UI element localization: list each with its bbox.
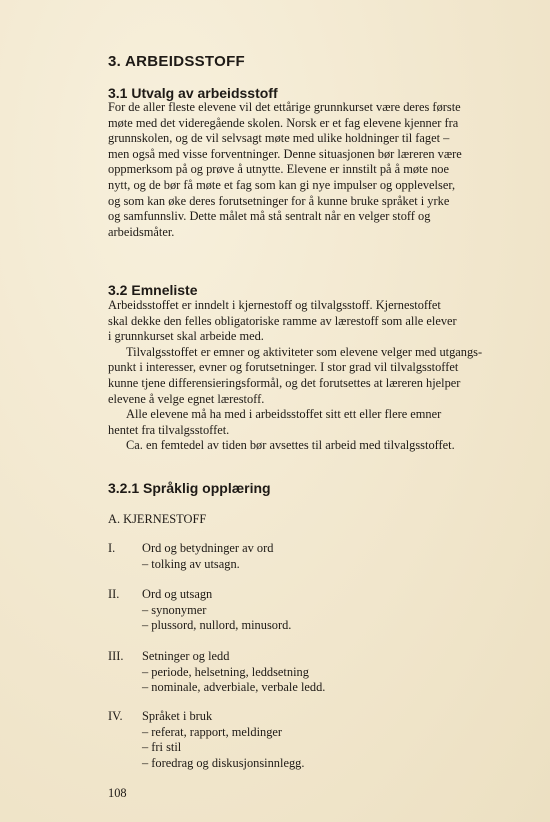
item-sub: – synonymer <box>142 603 291 619</box>
item-sub: – plussord, nullord, minusord. <box>142 618 291 634</box>
text-line: punkt i interesser, evner og forutsetninger. I stor grad vil tilvalgsstoffet <box>108 360 459 375</box>
page-number: 108 <box>108 786 127 800</box>
item-title: Ord og betydninger av ord <box>142 541 274 555</box>
text-line: grunnskolen, og de vil selvsagt møte med ulike holdninger til faget – <box>108 131 450 146</box>
text-line: For de aller fleste elevene vil det ettårige grunnkurset være deres første <box>108 100 461 114</box>
text-line: kunne tjene differensieringsformål, og det forutsettes at læreren hjelper <box>108 375 461 390</box>
item-sub: – fri stil <box>142 740 304 756</box>
item-number: I. <box>108 541 116 555</box>
text-line: Tilvalgsstoffet er emner og aktiviteter som elevene velger med utgangs- <box>126 344 483 359</box>
paragraph <box>108 407 508 438</box>
text-line: og som kan øke deres forutsetninger for å kunne bruke språket i yrke <box>108 193 450 208</box>
item-title: Setninger og ledd <box>142 649 230 663</box>
item-number: III. <box>108 649 124 663</box>
item-title: Ord og utsagn <box>142 587 213 601</box>
item-sub: – referat, rapport, meldinger <box>142 725 304 741</box>
paragraph <box>108 345 508 407</box>
kjernestoff-heading: A. KJERNESTOFF <box>108 512 207 526</box>
text-line: skal dekke den felles obligatoriske ramme av lærestoff som alle elever <box>108 313 457 328</box>
item-sub: – nominale, adverbiale, verbale ledd. <box>142 680 325 696</box>
item-sub: – tolking av utsagn. <box>142 557 273 573</box>
section-32-body <box>108 298 508 454</box>
item-sub: – foredrag og diskusjonsinnlegg. <box>142 756 304 772</box>
chapter-heading: 3. ARBEIDSSTOFF <box>108 53 246 70</box>
section-31-title: 3.1 Utvalg av arbeidsstoff <box>108 85 278 101</box>
text-line: Alle elevene må ha med i arbeidsstoffet sitt ett eller flere emner <box>126 407 442 422</box>
paragraph <box>108 438 508 454</box>
item-title: Språket i bruk <box>142 709 213 723</box>
item-sub: – periode, helsetning, leddsetning <box>142 665 325 681</box>
text-line: men også med visse forventninger. Denne situasjonen bør læreren være <box>108 146 462 161</box>
text-line: og samfunnsliv. Dette målet må stå sentralt når en velger stoff og <box>108 209 431 224</box>
text-line: møte med det videregående skolen. Norsk er et fag elevene kjenner fra <box>108 115 459 130</box>
text-line: oppmerksom på og prøve å utnytte. Elevene er innstilt på å møte noe <box>108 162 449 177</box>
section-321-title: 3.2.1 Språklig opplæring <box>108 480 271 496</box>
section-31-paragraph <box>108 100 508 240</box>
item-number: IV. <box>108 709 123 723</box>
text-line: nytt, og de bør få møte et fag som kan gi nye impulser og opplevelser, <box>108 177 456 192</box>
text-line: i grunnkurset skal arbeide med. <box>108 329 264 344</box>
text-line: Arbeidsstoffet er inndelt i kjernestoff og tilvalgsstoff. Kjernestoffet <box>108 298 441 312</box>
paragraph <box>108 298 508 345</box>
item-number: II. <box>108 587 120 601</box>
text-line: arbeidsmåter. <box>108 224 175 239</box>
text-line: Ca. en femtedel av tiden bør avsettes til arbeid med tilvalgsstoffet. <box>126 438 455 453</box>
section-32-title: 3.2 Emneliste <box>108 282 198 298</box>
text-line: elevene å velge egnet lærestoff. <box>108 391 265 406</box>
text-line: hentet fra tilvalgsstoffet. <box>108 422 230 437</box>
